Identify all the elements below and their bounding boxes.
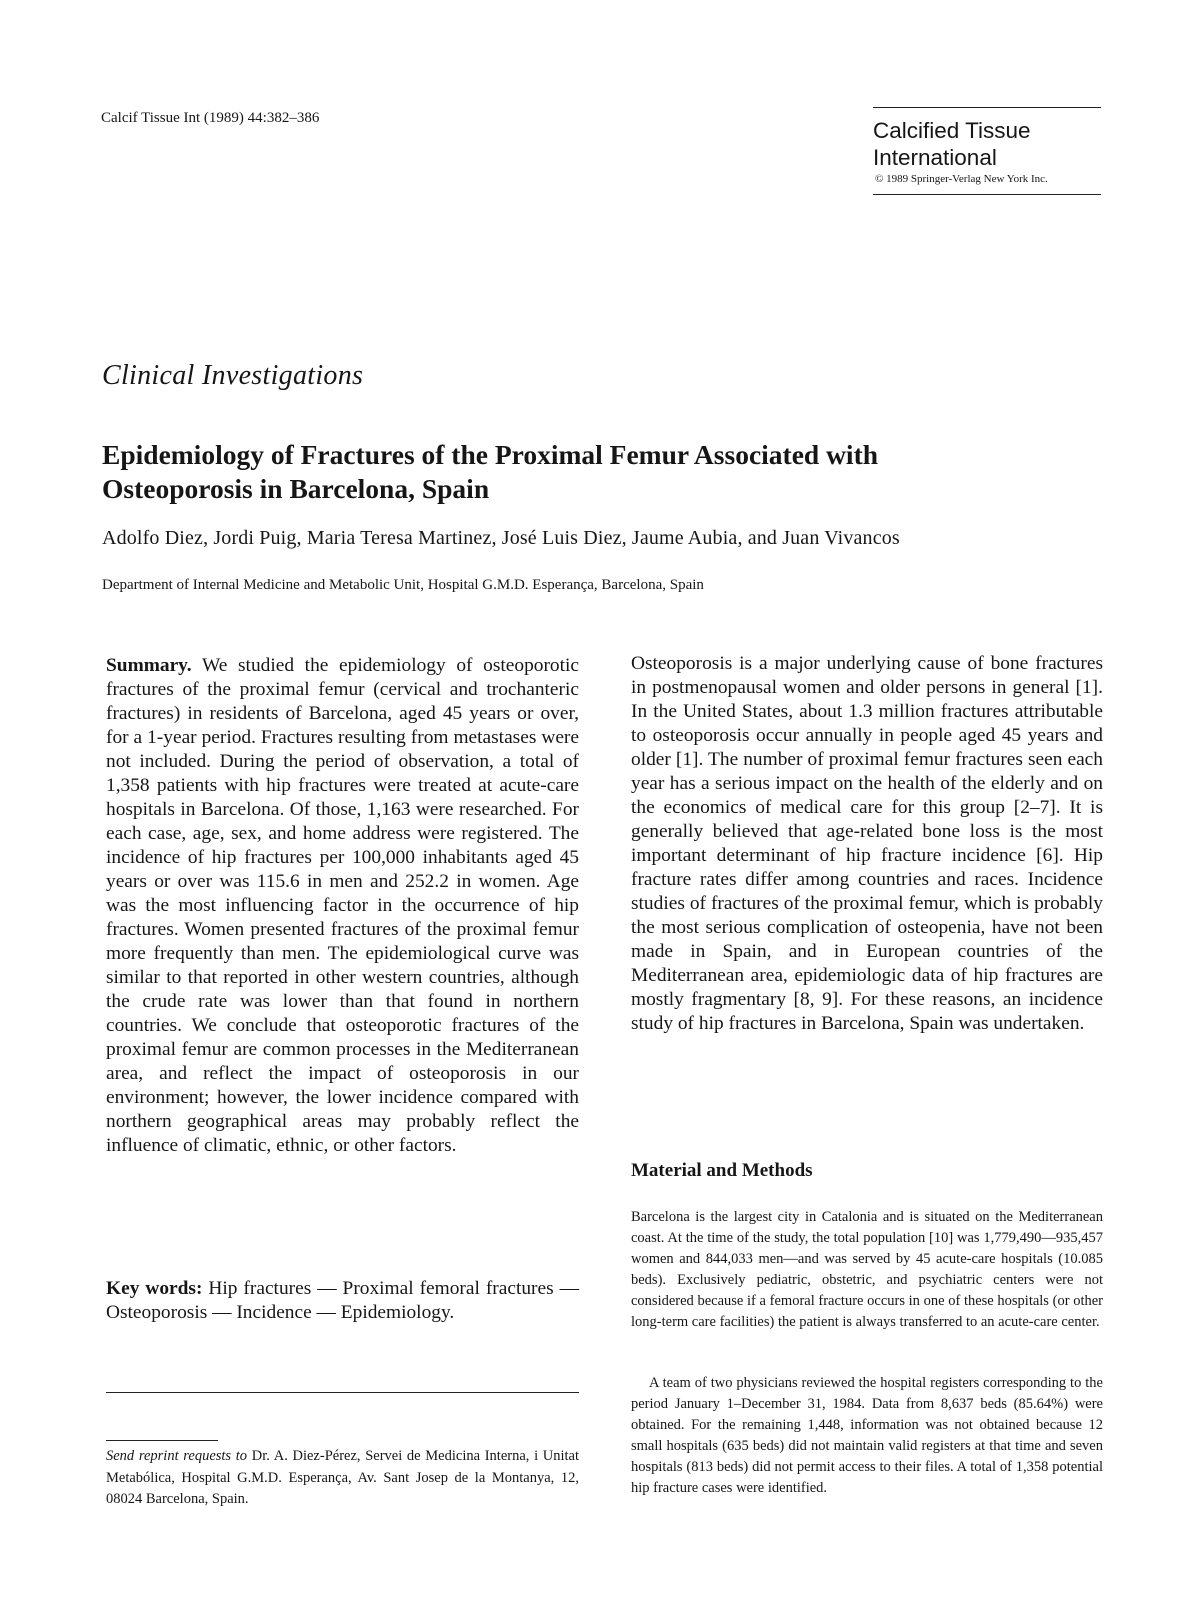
author-list: Adolfo Diez, Jordi Puig, Maria Teresa Martinez, José Luis Diez, Jaume Aubia, and Juan Vivancos bbox=[102, 527, 900, 549]
section-label: Clinical Investigations bbox=[102, 360, 364, 391]
journal-name: Calcified Tissue International bbox=[873, 118, 1031, 170]
reprint-footnote bbox=[106, 1446, 579, 1511]
keywords-label: Key words: bbox=[106, 1278, 203, 1299]
article-title: Epidemiology of Fractures of the Proximal Femur Associated with Osteoporosis in Barcelona, Spain bbox=[102, 439, 879, 504]
journal-masthead bbox=[873, 107, 1101, 195]
masthead-top-rule bbox=[873, 107, 1101, 108]
author-affiliation: Department of Internal Medicine and Metabolic Unit, Hospital G.M.D. Esperança, Barcelona, Spain bbox=[102, 577, 704, 593]
summary-paragraph bbox=[106, 654, 579, 1158]
keywords-paragraph bbox=[106, 1277, 579, 1325]
copyright-notice: © 1989 Springer-Verlag New York Inc. bbox=[875, 173, 1048, 185]
journal-citation: Calcif Tissue Int (1989) 44:382–386 bbox=[101, 110, 320, 126]
summary-text: We studied the epidemiology of osteoporotic fractures of the proximal femur (cervical and trochanteric fractures) in residents of Barcelona, aged 45 years or over, for a 1-year period. Fractures resulting from metastases were not included. During the period of observation, a total of 1,358 patients with hip fractures were treated at acute-care hospitals in Barcelona. Of those, 1,163 were researched. For each case, age, sex, and home address were registered. The incidence of hip fractures per 100,000 inhabitants aged 45 years or over was 115.6 in men and 252.2 in women. Age was the most influencing factor in the occurrence of hip fractures. Women presented fractures of the proximal femur more frequently than men. The epidemiological curve was similar to that reported in other western countries, although the crude rate was lower than that found in northern countries. We conclude that osteoporotic fractures of the proximal femur are common processes in the Mediterranean area, and reflect the impact of osteoporosis in our environment; however, the lower incidence compared with northern geographical areas may probably reflect the influence of climatic, ethnic, or other factors. bbox=[106, 655, 580, 1156]
summary-label: Summary. bbox=[106, 655, 192, 676]
methods-paragraph-2: A team of two physicians reviewed the hospital registers corresponding to the period January 1–December 31, 1984. Data from 8,637 beds (85.64%) were obtained. For the remaining 1,448, information was not obtained because 12 small hospitals (635 beds) did not maintain valid registers at that time and seven hospitals (813 beds) did not permit access to their files. A total of 1,358 potential hip fracture cases were identified. bbox=[631, 1375, 1103, 1496]
methods-heading: Material and Methods bbox=[631, 1160, 813, 1181]
keywords-text: Hip fractures — Proximal femoral fractures — Osteoporosis — Incidence — Epidemiology. bbox=[106, 1278, 579, 1323]
methods-paragraph-1: Barcelona is the largest city in Catalonia and is situated on the Mediterranean coast. At the time of the study, the total population [10] was 1,779,490—935,457 women and 844,033 men—and was served by 45 acute-care hospitals (10.085 beds). Exclusively pediatric, obstetric, and psychiatric centers were not considered because if a femoral fracture occurs in one of these hospitals (or other long-term care facilities) the patient is always transferred to an acute-care center. bbox=[631, 1209, 1103, 1330]
footnote-divider bbox=[106, 1392, 579, 1393]
footnote-short-divider bbox=[106, 1440, 218, 1441]
footnote-lead: Send reprint requests to bbox=[106, 1448, 248, 1464]
masthead-bottom-rule bbox=[873, 194, 1101, 195]
introduction-paragraph: Osteoporosis is a major underlying cause of bone fractures in postmenopausal women and older persons in general [1]. In the United States, about 1.3 million fractures attributable to osteoporosis occur annually in people aged 45 years and older [1]. The number of proximal femur fractures seen each year has a serious impact on the health of the elderly and on the economics of medical care for this group [2–7]. It is generally believed that age-related bone loss is the most important determinant of hip fracture incidence [6]. Hip fracture rates differ among countries and races. Incidence studies of fractures of the proximal femur, which is probably the most serious complication of osteopenia, have not been made in Spain, and in European countries of the Mediterranean area, epidemiologic data of hip fractures are mostly fragmentary [8, 9]. For these reasons, an incidence study of hip fractures in Barcelona, Spain was undertaken. bbox=[631, 653, 1103, 1034]
footnote-text: Dr. A. Diez-Pérez, Servei de Medicina Interna, i Unitat Metabólica, Hospital G.M.D. Esperança, Av. Sant Josep de la Montanya, 12, 08024 Barcelona, Spain. bbox=[106, 1448, 580, 1507]
